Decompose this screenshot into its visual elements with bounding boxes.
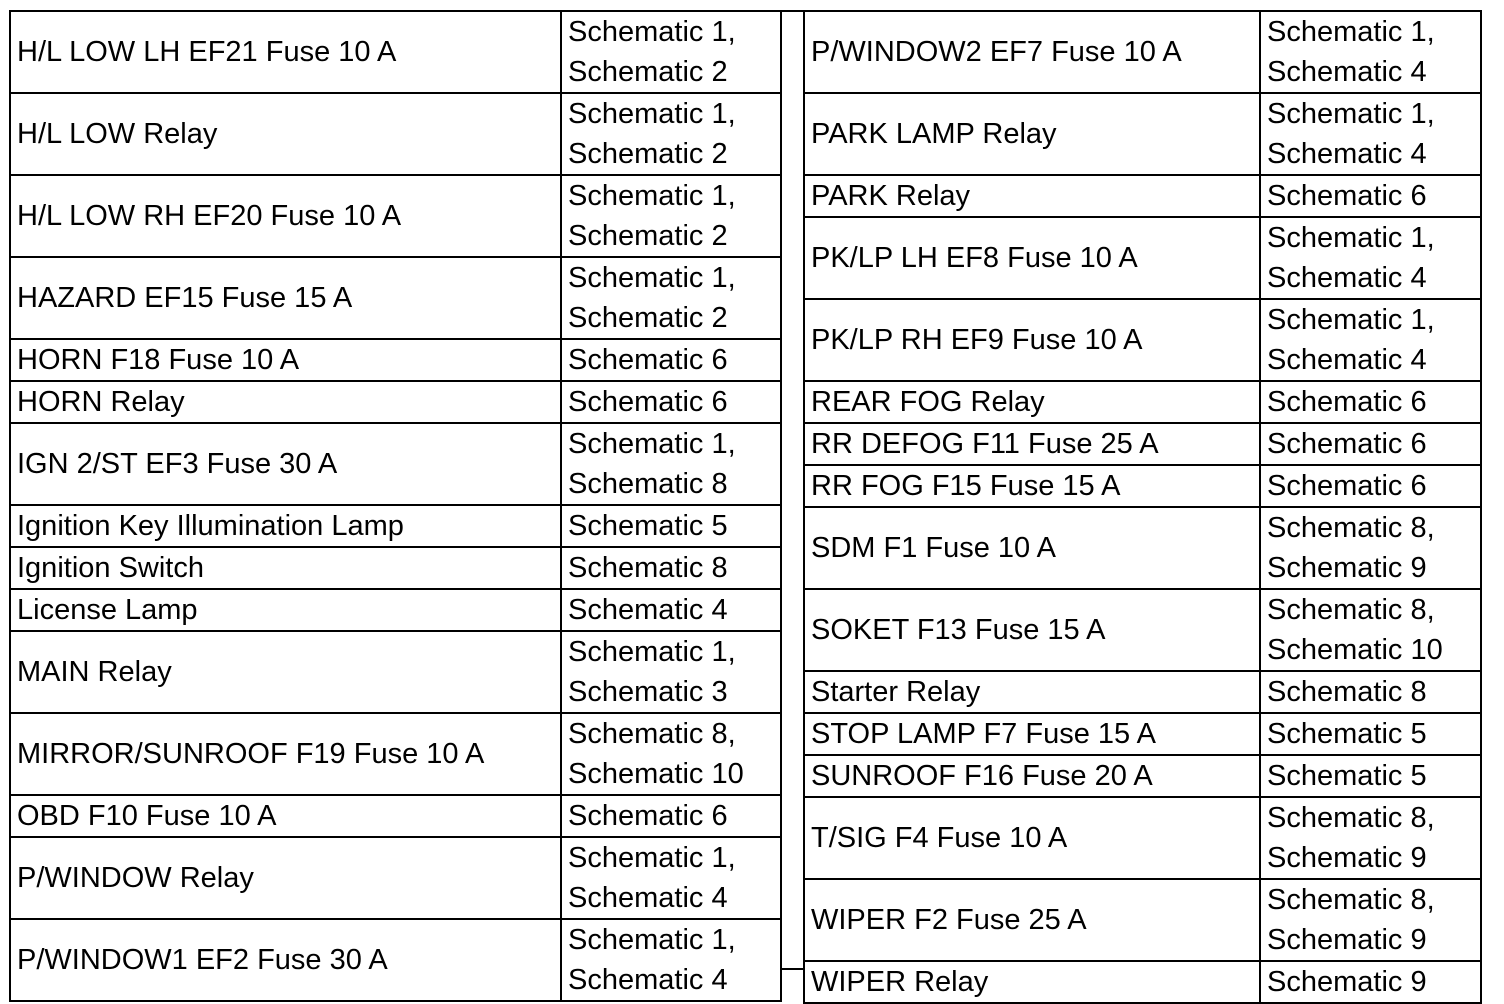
table-row: [804, 507, 1481, 589]
schematic-reference-cell: [561, 713, 781, 795]
schematic-reference: Schematic 5: [1267, 718, 1427, 750]
component-name-cell: SOKET F13 Fuse 15 A: [804, 589, 1260, 671]
schematic-reference: Schematic 1,: [568, 262, 736, 294]
component-index-body-left: [10, 11, 781, 1001]
schematic-reference: Schematic 8: [568, 468, 728, 500]
schematic-reference: Schematic 8,: [1267, 512, 1435, 544]
schematic-reference: Schematic 6: [1267, 180, 1427, 212]
schematic-reference-cell: [1260, 217, 1481, 299]
column-gutter: [780, 10, 803, 970]
schematic-reference-cell: [1260, 93, 1481, 175]
table-row: [804, 961, 1481, 1003]
table-row: [10, 589, 781, 631]
table-row: [804, 423, 1481, 465]
schematic-reference-cell: [1260, 465, 1481, 507]
schematic-reference-cell: [1260, 381, 1481, 423]
component-name-cell: Ignition Switch: [10, 547, 561, 589]
schematic-reference-cell: [561, 589, 781, 631]
schematic-reference: Schematic 1,: [568, 842, 736, 874]
component-name-cell: PARK LAMP Relay: [804, 93, 1260, 175]
schematic-reference: Schematic 4: [1267, 344, 1427, 376]
table-row: [10, 423, 781, 505]
schematic-reference: Schematic 2: [568, 138, 728, 170]
table-row: [804, 879, 1481, 961]
schematic-reference: Schematic 1,: [568, 16, 736, 48]
component-name-cell: MAIN Relay: [10, 631, 561, 713]
table-row: [10, 381, 781, 423]
schematic-reference: Schematic 10: [1267, 634, 1443, 666]
component-name-cell: OBD F10 Fuse 10 A: [10, 795, 561, 837]
schematic-reference: Schematic 1,: [1267, 304, 1435, 336]
schematic-reference: Schematic 4: [568, 964, 728, 996]
table-row: [10, 339, 781, 381]
component-name-cell: WIPER F2 Fuse 25 A: [804, 879, 1260, 961]
component-index-table-left: [9, 10, 782, 1002]
schematic-reference-cell: [1260, 961, 1481, 1003]
schematic-reference-cell: [561, 11, 781, 93]
table-row: [10, 631, 781, 713]
schematic-reference: Schematic 10: [568, 758, 744, 790]
table-row: [804, 465, 1481, 507]
schematic-reference: Schematic 9: [1267, 966, 1427, 998]
schematic-reference-cell: [561, 423, 781, 505]
table-row: [804, 93, 1481, 175]
schematic-reference: Schematic 8: [1267, 676, 1427, 708]
schematic-reference-cell: [1260, 879, 1481, 961]
component-name-cell: PK/LP RH EF9 Fuse 10 A: [804, 299, 1260, 381]
schematic-reference-cell: [561, 795, 781, 837]
component-name-cell: H/L LOW Relay: [10, 93, 561, 175]
schematic-reference: Schematic 2: [568, 302, 728, 334]
schematic-reference-cell: [1260, 423, 1481, 465]
component-name-cell: MIRROR/SUNROOF F19 Fuse 10 A: [10, 713, 561, 795]
component-name-cell: SUNROOF F16 Fuse 20 A: [804, 755, 1260, 797]
schematic-reference: Schematic 6: [568, 344, 728, 376]
schematic-reference-cell: [1260, 507, 1481, 589]
component-name-cell: IGN 2/ST EF3 Fuse 30 A: [10, 423, 561, 505]
schematic-reference-cell: [1260, 175, 1481, 217]
table-row: [804, 713, 1481, 755]
schematic-reference-cell: [561, 175, 781, 257]
schematic-reference-cell: [561, 547, 781, 589]
schematic-reference: Schematic 8,: [1267, 594, 1435, 626]
schematic-reference-cell: [1260, 797, 1481, 879]
schematic-reference: Schematic 3: [568, 676, 728, 708]
schematic-reference-cell: [561, 837, 781, 919]
component-index-table-right: [803, 10, 1482, 1004]
table-row: [804, 175, 1481, 217]
schematic-reference: Schematic 6: [1267, 428, 1427, 460]
schematic-reference: Schematic 6: [568, 800, 728, 832]
component-name-cell: P/WINDOW1 EF2 Fuse 30 A: [10, 919, 561, 1001]
schematic-reference-cell: [561, 505, 781, 547]
schematic-reference-cell: [561, 93, 781, 175]
table-row: [804, 299, 1481, 381]
schematic-reference: Schematic 1,: [568, 180, 736, 212]
component-name-cell: P/WINDOW Relay: [10, 837, 561, 919]
component-name-cell: H/L LOW RH EF20 Fuse 10 A: [10, 175, 561, 257]
schematic-reference: Schematic 1,: [1267, 98, 1435, 130]
schematic-reference-cell: [561, 339, 781, 381]
table-row: [804, 755, 1481, 797]
table-row: [10, 175, 781, 257]
schematic-reference: Schematic 6: [568, 386, 728, 418]
schematic-reference: Schematic 8: [568, 552, 728, 584]
table-row: [10, 713, 781, 795]
schematic-reference: Schematic 4: [568, 882, 728, 914]
schematic-reference-cell: [1260, 671, 1481, 713]
schematic-reference: Schematic 4: [1267, 56, 1427, 88]
component-index-body-right: [804, 11, 1481, 1003]
schematic-reference: Schematic 5: [1267, 760, 1427, 792]
schematic-reference: Schematic 9: [1267, 552, 1427, 584]
schematic-reference: Schematic 6: [1267, 470, 1427, 502]
component-name-cell: H/L LOW LH EF21 Fuse 10 A: [10, 11, 561, 93]
schematic-reference: Schematic 1,: [568, 428, 736, 460]
component-name-cell: P/WINDOW2 EF7 Fuse 10 A: [804, 11, 1260, 93]
schematic-reference: Schematic 4: [1267, 138, 1427, 170]
component-name-cell: PK/LP LH EF8 Fuse 10 A: [804, 217, 1260, 299]
component-name-cell: Starter Relay: [804, 671, 1260, 713]
component-name-cell: License Lamp: [10, 589, 561, 631]
table-row: [804, 589, 1481, 671]
table-row: [10, 93, 781, 175]
table-row: [804, 797, 1481, 879]
component-name-cell: WIPER Relay: [804, 961, 1260, 1003]
schematic-reference-cell: [1260, 755, 1481, 797]
table-row: [10, 837, 781, 919]
schematic-reference-cell: [561, 381, 781, 423]
component-name-cell: RR FOG F15 Fuse 15 A: [804, 465, 1260, 507]
schematic-reference: Schematic 8,: [1267, 802, 1435, 834]
schematic-reference: Schematic 2: [568, 220, 728, 252]
schematic-reference: Schematic 2: [568, 56, 728, 88]
table-row: [804, 671, 1481, 713]
schematic-reference: Schematic 1,: [568, 924, 736, 956]
schematic-reference-cell: [1260, 589, 1481, 671]
table-row: [10, 919, 781, 1001]
component-name-cell: PARK Relay: [804, 175, 1260, 217]
schematic-reference: Schematic 9: [1267, 842, 1427, 874]
schematic-reference: Schematic 4: [1267, 262, 1427, 294]
component-name-cell: STOP LAMP F7 Fuse 15 A: [804, 713, 1260, 755]
table-row: [10, 547, 781, 589]
component-name-cell: T/SIG F4 Fuse 10 A: [804, 797, 1260, 879]
schematic-reference-cell: [1260, 299, 1481, 381]
component-name-cell: SDM F1 Fuse 10 A: [804, 507, 1260, 589]
table-row: [10, 11, 781, 93]
table-row: [10, 795, 781, 837]
schematic-reference-cell: [561, 919, 781, 1001]
table-row: [10, 257, 781, 339]
component-name-cell: HORN Relay: [10, 381, 561, 423]
component-name-cell: HAZARD EF15 Fuse 15 A: [10, 257, 561, 339]
component-name-cell: HORN F18 Fuse 10 A: [10, 339, 561, 381]
table-row: [804, 11, 1481, 93]
schematic-reference: Schematic 8,: [568, 718, 736, 750]
schematic-reference: Schematic 1,: [1267, 16, 1435, 48]
table-row: [804, 217, 1481, 299]
schematic-reference: Schematic 4: [568, 594, 728, 626]
schematic-reference-cell: [1260, 713, 1481, 755]
component-name-cell: REAR FOG Relay: [804, 381, 1260, 423]
schematic-reference: Schematic 1,: [568, 98, 736, 130]
component-name-cell: Ignition Key Illumination Lamp: [10, 505, 561, 547]
schematic-reference-cell: [561, 631, 781, 713]
table-row: [10, 505, 781, 547]
table-row: [804, 381, 1481, 423]
schematic-reference: Schematic 5: [568, 510, 728, 542]
schematic-reference: Schematic 1,: [1267, 222, 1435, 254]
schematic-reference-cell: [1260, 11, 1481, 93]
component-name-cell: RR DEFOG F11 Fuse 25 A: [804, 423, 1260, 465]
schematic-reference-cell: [561, 257, 781, 339]
schematic-reference: Schematic 6: [1267, 386, 1427, 418]
schematic-reference: Schematic 9: [1267, 924, 1427, 956]
schematic-reference: Schematic 8,: [1267, 884, 1435, 916]
schematic-reference: Schematic 1,: [568, 636, 736, 668]
